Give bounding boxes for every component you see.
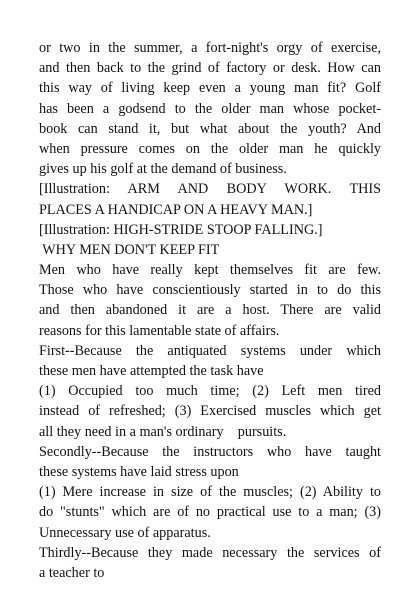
text-line-7: gives up his golf at the demand of business. — [39, 161, 287, 178]
illustration-caption-2: [Illustration: HIGH-STRIDE STOOP FALLING.] — [39, 221, 323, 238]
text-line-13: Those who have conscientiously started in to do this — [39, 282, 381, 299]
text-line-26: Thirdly--Because they made necessary the services of — [39, 544, 381, 561]
text-line-18: (1) Occupied too much time; (2) Left men tired — [39, 383, 381, 400]
text-line-17: these men have attempted the task have — [39, 363, 264, 379]
illustration-caption-1b: PLACES A HANDICAP ON A HEAVY MAN.] — [39, 201, 313, 218]
text-line-16: First--Because the antiquated systems under which — [39, 342, 381, 359]
text-line-15: reasons for this lamentable state of affairs. — [39, 322, 280, 339]
illustration-caption-1a: [Illustration: ARM AND BODY WORK. THIS — [39, 181, 381, 198]
text-line-24: do "stunts" which are of no practical use to a man; (3) — [39, 504, 381, 521]
document-page — [39, 38, 381, 583]
text-line-19: instead of refreshed; (3) Exercised muscles which get — [39, 403, 381, 420]
text-line-4: has been a godsend to the older man whose pocket- — [39, 100, 381, 117]
text-line-14: and then abandoned it are a host. There are valid — [39, 302, 381, 319]
text-line-3: this way of living keep even a young man fit? Golf — [39, 80, 381, 97]
text-line-2: and then back to the grind of factory or desk. How can — [39, 60, 381, 77]
text-line-27: a teacher to — [39, 564, 105, 581]
text-line-20: all they need in a man's ordinary pursuits. — [39, 423, 287, 440]
text-line-5: book can stand it, but what about the youth? And — [39, 120, 381, 137]
text-line-12: Men who have really kept themselves fit are few. — [39, 262, 381, 279]
text-line-1: or two in the summer, a fort-night's orgy of exercise, — [39, 40, 381, 56]
text-line-25: Unnecessary use of apparatus. — [39, 524, 211, 541]
text-line-21: Secondly--Because the instructors who have taught — [39, 443, 381, 460]
text-line-22: these systems have laid stress upon — [39, 463, 239, 480]
text-line-23: (1) Mere increase in size of the muscles; (2) Ability to — [39, 484, 381, 501]
text-line-6: when pressure comes on the older man he quickly — [39, 140, 381, 157]
section-heading: WHY MEN DON'T KEEP FIT — [39, 241, 220, 258]
